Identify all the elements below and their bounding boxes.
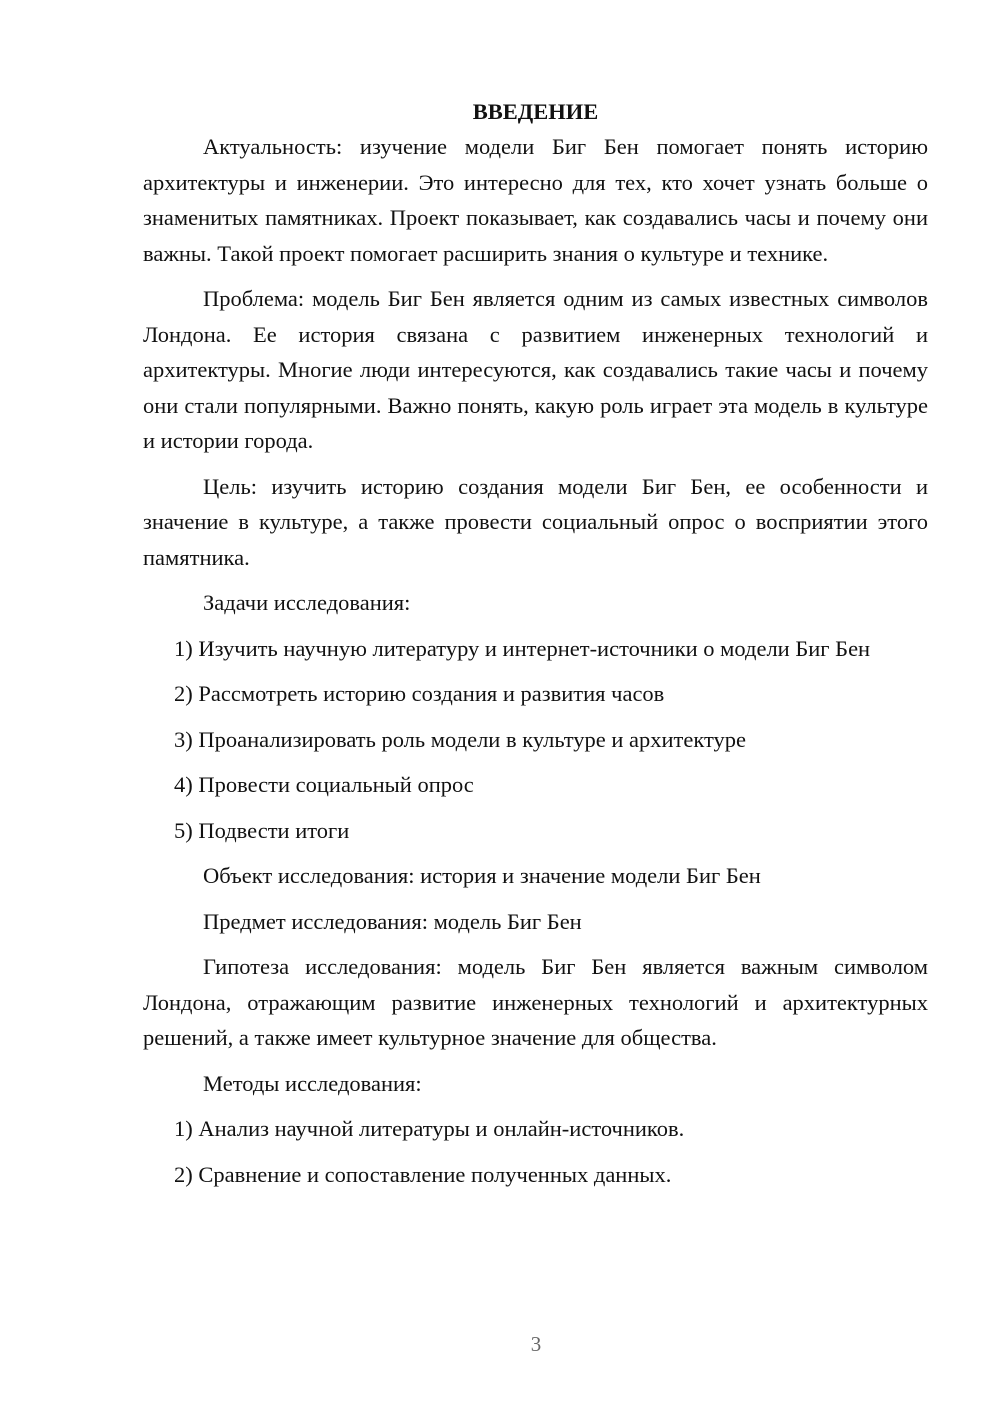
relevance-paragraph: Актуальность: изучение модели Биг Бен помогает понять историю архитектуры и инженерии. Это интересно для тех, кто хочет узнать больше о знаменитых памятниках. Проект показывает, как создавались часы и почему они важны. Такой проект помогает расширить знания о культуре и технике.: [143, 134, 928, 266]
hypothesis-paragraph: Гипотеза исследования: модель Биг Бен является важным символом Лондона, отражающим развитие инженерных технологий и архитектурных решений, а также имеет культурное значение для общества.: [143, 954, 928, 1050]
page-content: [143, 95, 928, 1202]
task-item-1: 1) Изучить научную литературу и интернет-источники о модели Биг Бен: [174, 635, 871, 661]
problem-paragraph: Проблема: модель Биг Бен является одним из самых известных символов Лондона. Ее история связана с развитием инженерных технологий и архитектуры. Многие люди интересуются, как создавались такие часы и почему они стали популярными. Важно понять, какую роль играет эта модель в культуре и истории города.: [143, 286, 928, 453]
task-item-4: 4) Провести социальный опрос: [174, 772, 474, 797]
task-item-3: 3) Проанализировать роль модели в культуре и архитектуре: [174, 726, 747, 752]
goal-paragraph: Цель: изучить историю создания модели Биг Бен, ее особенности и значение в культуре, а также провести социальный опрос о восприятии этого памятника.: [143, 473, 928, 570]
research-subject: Предмет исследования: модель Биг Бен: [203, 908, 582, 934]
method-item-1: 1) Анализ научной литературы и онлайн-источников.: [174, 1116, 685, 1141]
page-number: 3: [530, 1332, 542, 1356]
tasks-title: Задачи исследования:: [203, 590, 411, 615]
method-item-2: 2) Сравнение и сопоставление полученных данных.: [174, 1161, 672, 1187]
research-object: Объект исследования: история и значение модели Биг Бен: [203, 863, 761, 888]
task-item-5: 5) Подвести итоги: [174, 817, 350, 843]
page-title: ВВЕДЕНИЕ: [472, 99, 599, 124]
task-item-2: 2) Рассмотреть историю создания и развития часов: [174, 681, 665, 706]
methods-title: Методы исследования:: [203, 1070, 422, 1096]
